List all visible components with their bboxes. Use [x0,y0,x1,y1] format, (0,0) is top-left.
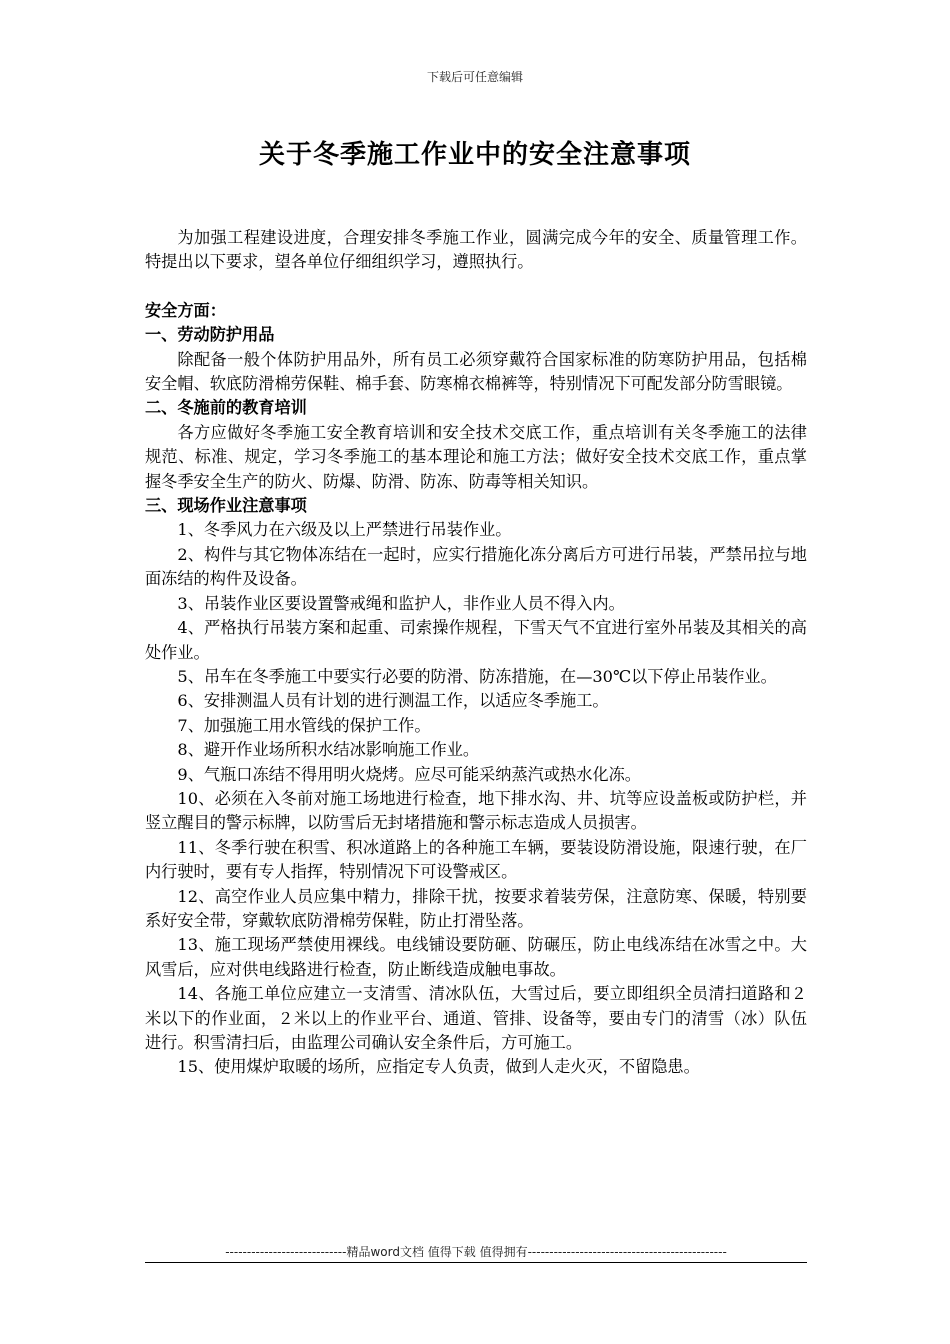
document-title: 关于冬季施工作业中的安全注意事项 [258,140,691,170]
list-item: 14、各施工单位应建立一支清雪、清冰队伍，大雪过后，要立即组织全员清扫道路和２米以下的作业面，２米以上的作业平台、通道、管排、设备等，要由专门的清雪（冰）队伍进行。积雪清扫后，由监理公司确认安全条件后，方可施工。 [145,984,807,1052]
header-note: 下载后可任意编辑 [426,70,523,84]
section-1-heading: 一、劳动防护用品 [145,325,275,345]
list-item: 4、严格执行吊装方案和起重、司索操作规程，下雪天气不宜进行室外吊装及其相关的高处作业。 [145,618,807,662]
section-1-text: 除配备一般个体防护用品外，所有员工必须穿戴符合国家标准的防寒防护用品，包括棉安全帽、软底防滑棉劳保鞋、棉手套、防寒棉衣棉裤等，特别情况下可配发部分防雪眼镜。 [145,349,807,394]
list-item: 1、冬季风力在六级及以上严禁进行吊装作业。 [177,520,512,540]
list-item: 5、吊车在冬季施工中要实行必要的防滑、防冻措施，在—30℃以下停止吊装作业。 [177,666,777,686]
footer-note: ----------------------------精品word文档 值得下载 值得拥有---------------------------------------------- [225,1245,727,1259]
spacer [145,275,807,299]
intro-paragraph: 为加强工程建设进度，合理安排冬季施工作业，圆满完成今年的安全、质量管理工作。特提出以下要求，望各单位仔细组织学习，遵照执行。 [145,228,807,272]
list-item: 2、构件与其它物体冻结在一起时，应实行措施化冻分离后方可进行吊装，严禁吊拉与地面冻结的构件及设备。 [145,544,807,589]
list-item: 12、高空作业人员应集中精力，排除干扰，按要求着装劳保，注意防寒、保暖，特别要系好安全带，穿戴软底防滑棉劳保鞋，防止打滑坠落。 [145,886,807,930]
section-2-heading: 二、冬施前的教育培训 [145,398,307,418]
document-body [145,226,807,1080]
list-item: 3、吊装作业区要设置警戒绳和监护人，非作业人员不得入内。 [177,593,625,613]
list-item: 8、避开作业场所积水结冰影响施工作业。 [177,740,480,760]
section-label: 安全方面： [145,300,226,320]
list-item: 6、安排测温人员有计划的进行测温工作，以适应冬季施工。 [177,691,609,711]
list-item: 15、使用煤炉取暖的场所，应指定专人负责，做到人走火灭，不留隐患。 [177,1057,700,1077]
list-item: 13、施工现场严禁使用裸线。电线铺设要防砸、防碾压，防止电线冻结在冰雪之中。大风雪后，应对供电线路进行检查，防止断线造成触电事故。 [145,935,807,979]
list-item: 7、加强施工用水管线的保护工作。 [177,715,431,735]
section-2-text: 各方应做好冬季施工安全教育培训和安全技术交底工作，重点培训有关冬季施工的法律规范、标准、规定，学习冬季施工的基本理论和施工方法；做好安全技术交底工作，重点掌握冬季安全生产的防火、防爆、防滑、防冻、防毒等相关知识。 [145,422,807,491]
list-item: 10、必须在入冬前对施工场地进行检查，地下排水沟、井、坑等应设盖板或防护栏，并竖立醒目的警示标牌，以防雪后无封堵措施和警示标志造成人员损害。 [145,788,807,833]
footer-divider [145,1262,807,1263]
list-item: 11、冬季行驶在积雪、积冰道路上的各种施工车辆，要装设防滑设施，限速行驶，在厂内行驶时，要有专人指挥，特别情况下可设警戒区。 [145,837,807,882]
section-3-heading: 三、现场作业注意事项 [145,496,307,516]
list-item: 9、气瓶口冻结不得用明火烧烤。应尽可能采纳蒸汽或热水化冻。 [177,764,641,784]
